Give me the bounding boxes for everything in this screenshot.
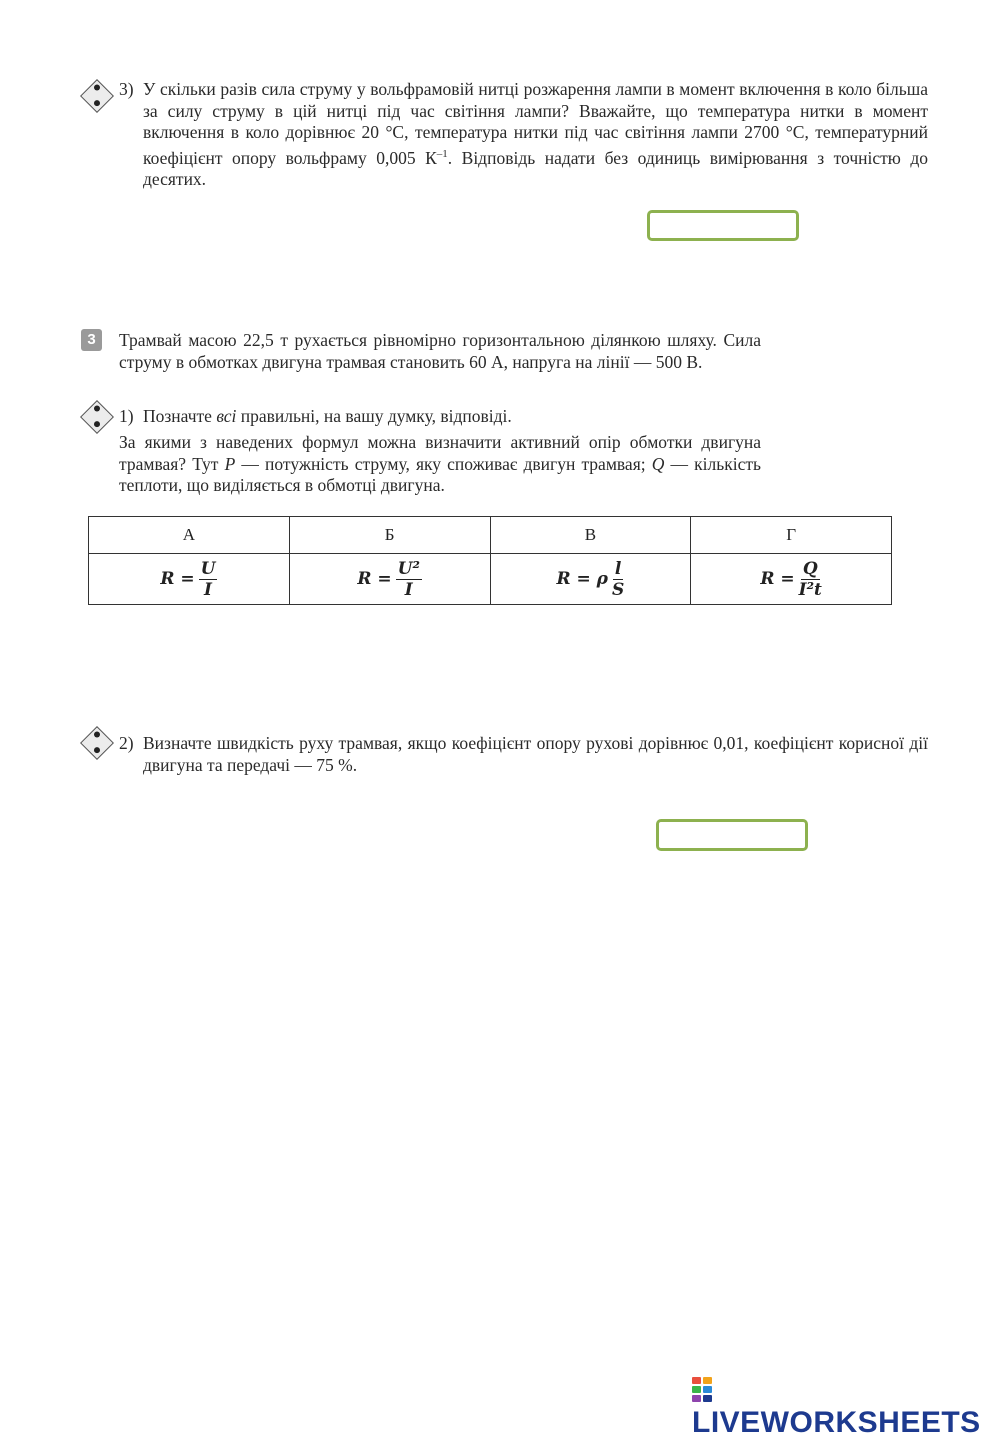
formula-lhs: R = ρ <box>556 569 608 589</box>
variable-q: Q <box>651 453 665 474</box>
question-text: Визначте швидкість руху трамвая, якщо коефіцієнт опору рухові дорівнює 0,01, коефіцієнт корисної дії двигуна та передачі — 75 %. <box>143 733 928 775</box>
formula-denominator: I²t <box>798 579 822 600</box>
formula-numerator: U <box>200 558 216 579</box>
formula-lhs: R = <box>760 569 795 589</box>
formula-numerator: U² <box>397 558 420 579</box>
formula-lhs: R = <box>160 569 195 589</box>
option-label: В <box>490 517 691 554</box>
option-formula-g[interactable] <box>691 554 892 605</box>
answer-input-box[interactable] <box>647 210 799 241</box>
option-formula-a[interactable] <box>89 554 290 605</box>
answer-input-box[interactable] <box>656 819 808 851</box>
instruction-part: Позначте <box>143 406 217 426</box>
instruction-part: правильні, на вашу думку, відповіді. <box>236 406 512 426</box>
task-number-badge: 3 <box>81 329 102 351</box>
question-text-end: . Відповідь надати без одиниць вимірювання з точністю до десятих. <box>143 147 929 189</box>
formula-denominator: I <box>204 579 212 600</box>
formula-lhs: R = <box>357 569 392 589</box>
formula-denominator: S <box>611 579 625 600</box>
formula-numerator: l <box>614 558 622 579</box>
liveworksheets-logo <box>692 1372 999 1440</box>
logo-blocks-icon <box>692 1377 714 1403</box>
question-marker-icon <box>80 79 114 113</box>
logo-text: LIVEWORKSHEETS <box>692 1406 981 1439</box>
question-marker-icon <box>80 726 114 760</box>
variable-p: P <box>224 453 236 474</box>
question-part: — кількість теплоти, що виділяється в обмотці двигуна. <box>119 453 761 495</box>
question-part: — потужність струму, яку споживає двигун трамвая; <box>235 453 652 474</box>
task-intro: Трамвай масою 22,5 т рухається рівномірно горизонтальною ділянкою шляху. Сила струму в обмотках двигуна трамвая становить 60 А, напруга на лінії — 500 В. <box>119 330 761 372</box>
option-formula-v[interactable] <box>490 554 691 605</box>
question-text <box>143 79 928 190</box>
question-number: 2) <box>119 733 134 753</box>
option-label: Б <box>289 517 490 554</box>
question-part: За якими з наведених формул можна визначити активний опір обмотки двигуна трамвая? Тут <box>119 432 761 474</box>
question-text <box>119 432 761 497</box>
question-instruction <box>143 406 763 428</box>
formula-denominator: I <box>404 579 413 600</box>
instruction-emphasis: всі <box>216 406 237 426</box>
question-number: 3) <box>119 79 134 99</box>
unit-superscript: –1 <box>436 147 448 160</box>
question-number: 1) <box>119 406 134 426</box>
answer-options-table <box>88 516 892 605</box>
option-label: А <box>89 517 290 554</box>
option-label: Г <box>691 517 892 554</box>
question-text-main: У скільки разів сила струму у вольфрамовій нитці розжарення лампи в момент включення в коло більша за силу струму в цій нитці під час світіння лампи? Вважайте, що температура нитки в момент включення в коло дорівнює 20 °С, температура нитки під час світіння лампи 2700 °С, температурний коефіцієнт опору вольфраму 0,005 К <box>143 79 928 168</box>
question-marker-icon <box>80 400 114 434</box>
option-formula-b[interactable] <box>289 554 490 605</box>
formula-numerator: Q <box>802 558 818 579</box>
